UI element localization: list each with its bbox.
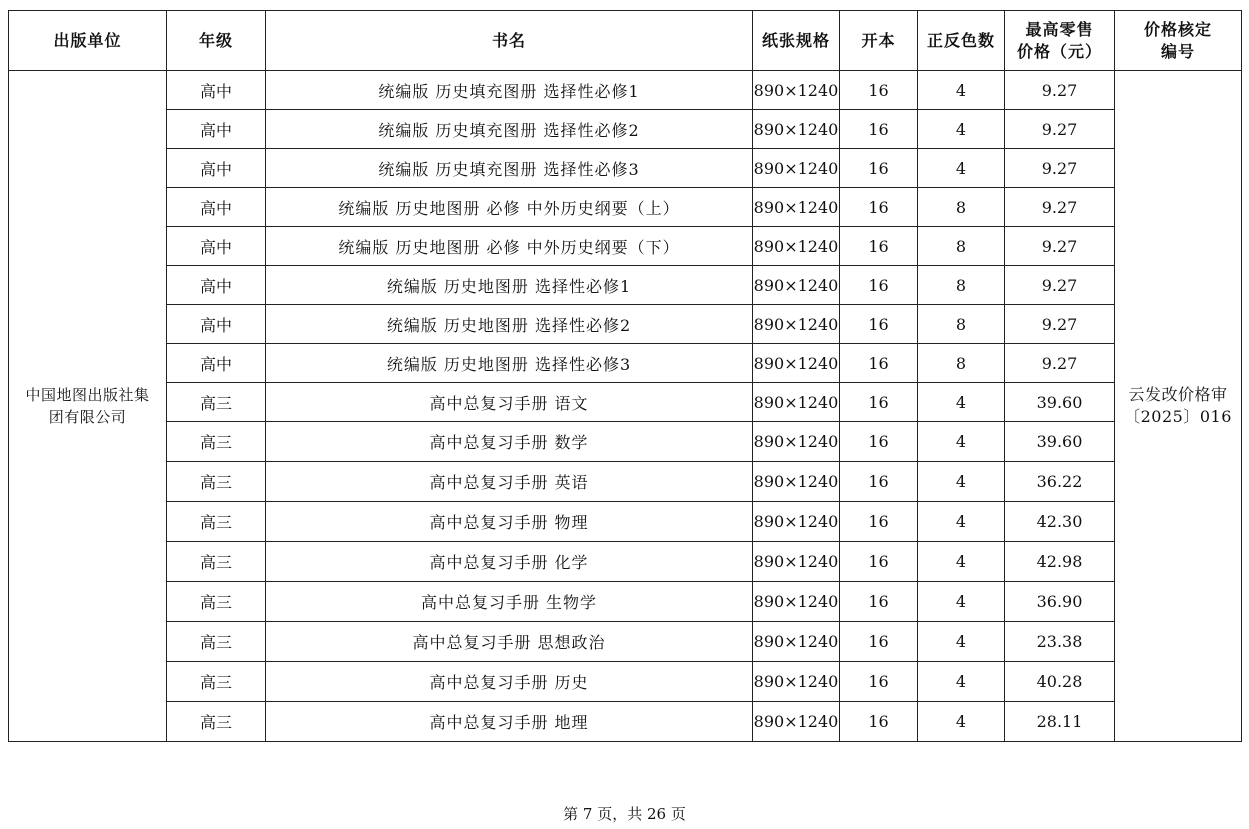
price-cell: 9.27 (1005, 71, 1115, 110)
approval-cell (1115, 71, 1242, 742)
color-count-cell: 8 (918, 266, 1005, 305)
grade-cell: 高三 (167, 662, 266, 702)
grade-cell: 高三 (167, 622, 266, 662)
table-row (9, 542, 1242, 582)
book-title-cell: 统编版 历史地图册 选择性必修1 (266, 266, 753, 305)
table-row (9, 582, 1242, 622)
page-footer: 第 7 页，共 26 页 (563, 805, 686, 823)
header-grade: 年级 (167, 11, 266, 71)
grade-cell: 高中 (167, 227, 266, 266)
paper-size-cell: 890×1240 (753, 344, 840, 383)
format-cell: 16 (840, 188, 918, 227)
paper-size-cell: 890×1240 (753, 149, 840, 188)
approval-line1: 云发改价格审 (1128, 385, 1228, 404)
color-count-cell: 4 (918, 542, 1005, 582)
format-cell: 16 (840, 582, 918, 622)
book-title-cell: 高中总复习手册 化学 (266, 542, 753, 582)
price-cell: 9.27 (1005, 110, 1115, 149)
grade-cell: 高中 (167, 71, 266, 110)
color-count-cell: 4 (918, 662, 1005, 702)
table-body (9, 71, 1242, 742)
format-cell: 16 (840, 266, 918, 305)
book-title-cell: 高中总复习手册 生物学 (266, 582, 753, 622)
header-price-line1: 最高零售 (1025, 19, 1094, 39)
paper-size-cell: 890×1240 (753, 266, 840, 305)
table-row (9, 188, 1242, 227)
book-title-cell: 高中总复习手册 地理 (266, 702, 753, 742)
table-row (9, 622, 1242, 662)
header-format: 开本 (840, 11, 918, 71)
format-cell: 16 (840, 227, 918, 266)
color-count-cell: 4 (918, 110, 1005, 149)
price-table (8, 10, 1242, 742)
header-approval-line2: 编号 (1160, 41, 1195, 61)
table-row (9, 502, 1242, 542)
table-row (9, 227, 1242, 266)
book-title-cell: 高中总复习手册 思想政治 (266, 622, 753, 662)
color-count-cell: 4 (918, 383, 1005, 422)
color-count-cell: 4 (918, 422, 1005, 462)
book-title-cell: 高中总复习手册 语文 (266, 383, 753, 422)
price-cell: 23.38 (1005, 622, 1115, 662)
color-count-cell: 4 (918, 622, 1005, 662)
color-count-cell: 4 (918, 702, 1005, 742)
table-row (9, 305, 1242, 344)
grade-cell: 高三 (167, 422, 266, 462)
book-title-cell: 统编版 历史填充图册 选择性必修3 (266, 149, 753, 188)
table-row (9, 662, 1242, 702)
price-cell: 9.27 (1005, 227, 1115, 266)
price-cell: 40.28 (1005, 662, 1115, 702)
color-count-cell: 4 (918, 71, 1005, 110)
color-count-cell: 4 (918, 582, 1005, 622)
color-count-cell: 4 (918, 462, 1005, 502)
header-publisher: 出版单位 (9, 11, 167, 71)
book-title-cell: 高中总复习手册 英语 (266, 462, 753, 502)
grade-cell: 高中 (167, 110, 266, 149)
book-title-cell: 统编版 历史地图册 必修 中外历史纲要（上） (266, 188, 753, 227)
publisher-line1: 中国地图出版社集 (25, 386, 150, 404)
table-row (9, 462, 1242, 502)
grade-cell: 高三 (167, 383, 266, 422)
paper-size-cell: 890×1240 (753, 110, 840, 149)
book-title-cell: 高中总复习手册 数学 (266, 422, 753, 462)
grade-cell: 高三 (167, 542, 266, 582)
grade-cell: 高中 (167, 188, 266, 227)
grade-cell: 高三 (167, 462, 266, 502)
paper-size-cell: 890×1240 (753, 502, 840, 542)
color-count-cell: 4 (918, 502, 1005, 542)
book-title-cell: 统编版 历史地图册 选择性必修2 (266, 305, 753, 344)
price-cell: 42.98 (1005, 542, 1115, 582)
paper-size-cell: 890×1240 (753, 383, 840, 422)
book-title-cell: 统编版 历史填充图册 选择性必修2 (266, 110, 753, 149)
color-count-cell: 8 (918, 188, 1005, 227)
format-cell: 16 (840, 502, 918, 542)
format-cell: 16 (840, 622, 918, 662)
paper-size-cell: 890×1240 (753, 462, 840, 502)
format-cell: 16 (840, 305, 918, 344)
paper-size-cell: 890×1240 (753, 662, 840, 702)
format-cell: 16 (840, 662, 918, 702)
header-row (9, 11, 1242, 71)
publisher-cell (9, 71, 167, 742)
table-row (9, 702, 1242, 742)
paper-size-cell: 890×1240 (753, 542, 840, 582)
approval-line2: 〔2025〕016 (1124, 407, 1232, 426)
table-row (9, 149, 1242, 188)
paper-size-cell: 890×1240 (753, 582, 840, 622)
book-title-cell: 统编版 历史地图册 必修 中外历史纲要（下） (266, 227, 753, 266)
table-row (9, 422, 1242, 462)
price-cell: 36.22 (1005, 462, 1115, 502)
paper-size-cell: 890×1240 (753, 702, 840, 742)
header-colors: 正反色数 (918, 11, 1005, 71)
format-cell: 16 (840, 344, 918, 383)
header-approval (1115, 11, 1242, 71)
color-count-cell: 4 (918, 149, 1005, 188)
table-row (9, 71, 1242, 110)
header-paper: 纸张规格 (753, 11, 840, 71)
table-row (9, 110, 1242, 149)
header-title: 书名 (266, 11, 753, 71)
table-row (9, 344, 1242, 383)
table-row (9, 383, 1242, 422)
publisher-line2: 团有限公司 (48, 408, 127, 426)
grade-cell: 高中 (167, 149, 266, 188)
grade-cell: 高三 (167, 582, 266, 622)
price-cell: 39.60 (1005, 422, 1115, 462)
format-cell: 16 (840, 462, 918, 502)
color-count-cell: 8 (918, 344, 1005, 383)
grade-cell: 高中 (167, 266, 266, 305)
price-cell: 9.27 (1005, 305, 1115, 344)
price-cell: 42.30 (1005, 502, 1115, 542)
price-cell: 39.60 (1005, 383, 1115, 422)
paper-size-cell: 890×1240 (753, 227, 840, 266)
price-cell: 36.90 (1005, 582, 1115, 622)
paper-size-cell: 890×1240 (753, 305, 840, 344)
price-cell: 9.27 (1005, 266, 1115, 305)
format-cell: 16 (840, 702, 918, 742)
grade-cell: 高三 (167, 502, 266, 542)
price-cell: 9.27 (1005, 188, 1115, 227)
format-cell: 16 (840, 149, 918, 188)
format-cell: 16 (840, 110, 918, 149)
paper-size-cell: 890×1240 (753, 622, 840, 662)
header-approval-line1: 价格核定 (1143, 19, 1212, 39)
book-title-cell: 高中总复习手册 物理 (266, 502, 753, 542)
grade-cell: 高中 (167, 344, 266, 383)
color-count-cell: 8 (918, 227, 1005, 266)
price-cell: 9.27 (1005, 344, 1115, 383)
table-row (9, 266, 1242, 305)
format-cell: 16 (840, 422, 918, 462)
paper-size-cell: 890×1240 (753, 422, 840, 462)
book-title-cell: 高中总复习手册 历史 (266, 662, 753, 702)
color-count-cell: 8 (918, 305, 1005, 344)
format-cell: 16 (840, 542, 918, 582)
header-price (1005, 11, 1115, 71)
price-cell: 28.11 (1005, 702, 1115, 742)
format-cell: 16 (840, 71, 918, 110)
paper-size-cell: 890×1240 (753, 71, 840, 110)
book-title-cell: 统编版 历史地图册 选择性必修3 (266, 344, 753, 383)
paper-size-cell: 890×1240 (753, 188, 840, 227)
grade-cell: 高中 (167, 305, 266, 344)
price-cell: 9.27 (1005, 149, 1115, 188)
header-price-line2: 价格（元） (1016, 41, 1102, 61)
book-title-cell: 统编版 历史填充图册 选择性必修1 (266, 71, 753, 110)
format-cell: 16 (840, 383, 918, 422)
grade-cell: 高三 (167, 702, 266, 742)
